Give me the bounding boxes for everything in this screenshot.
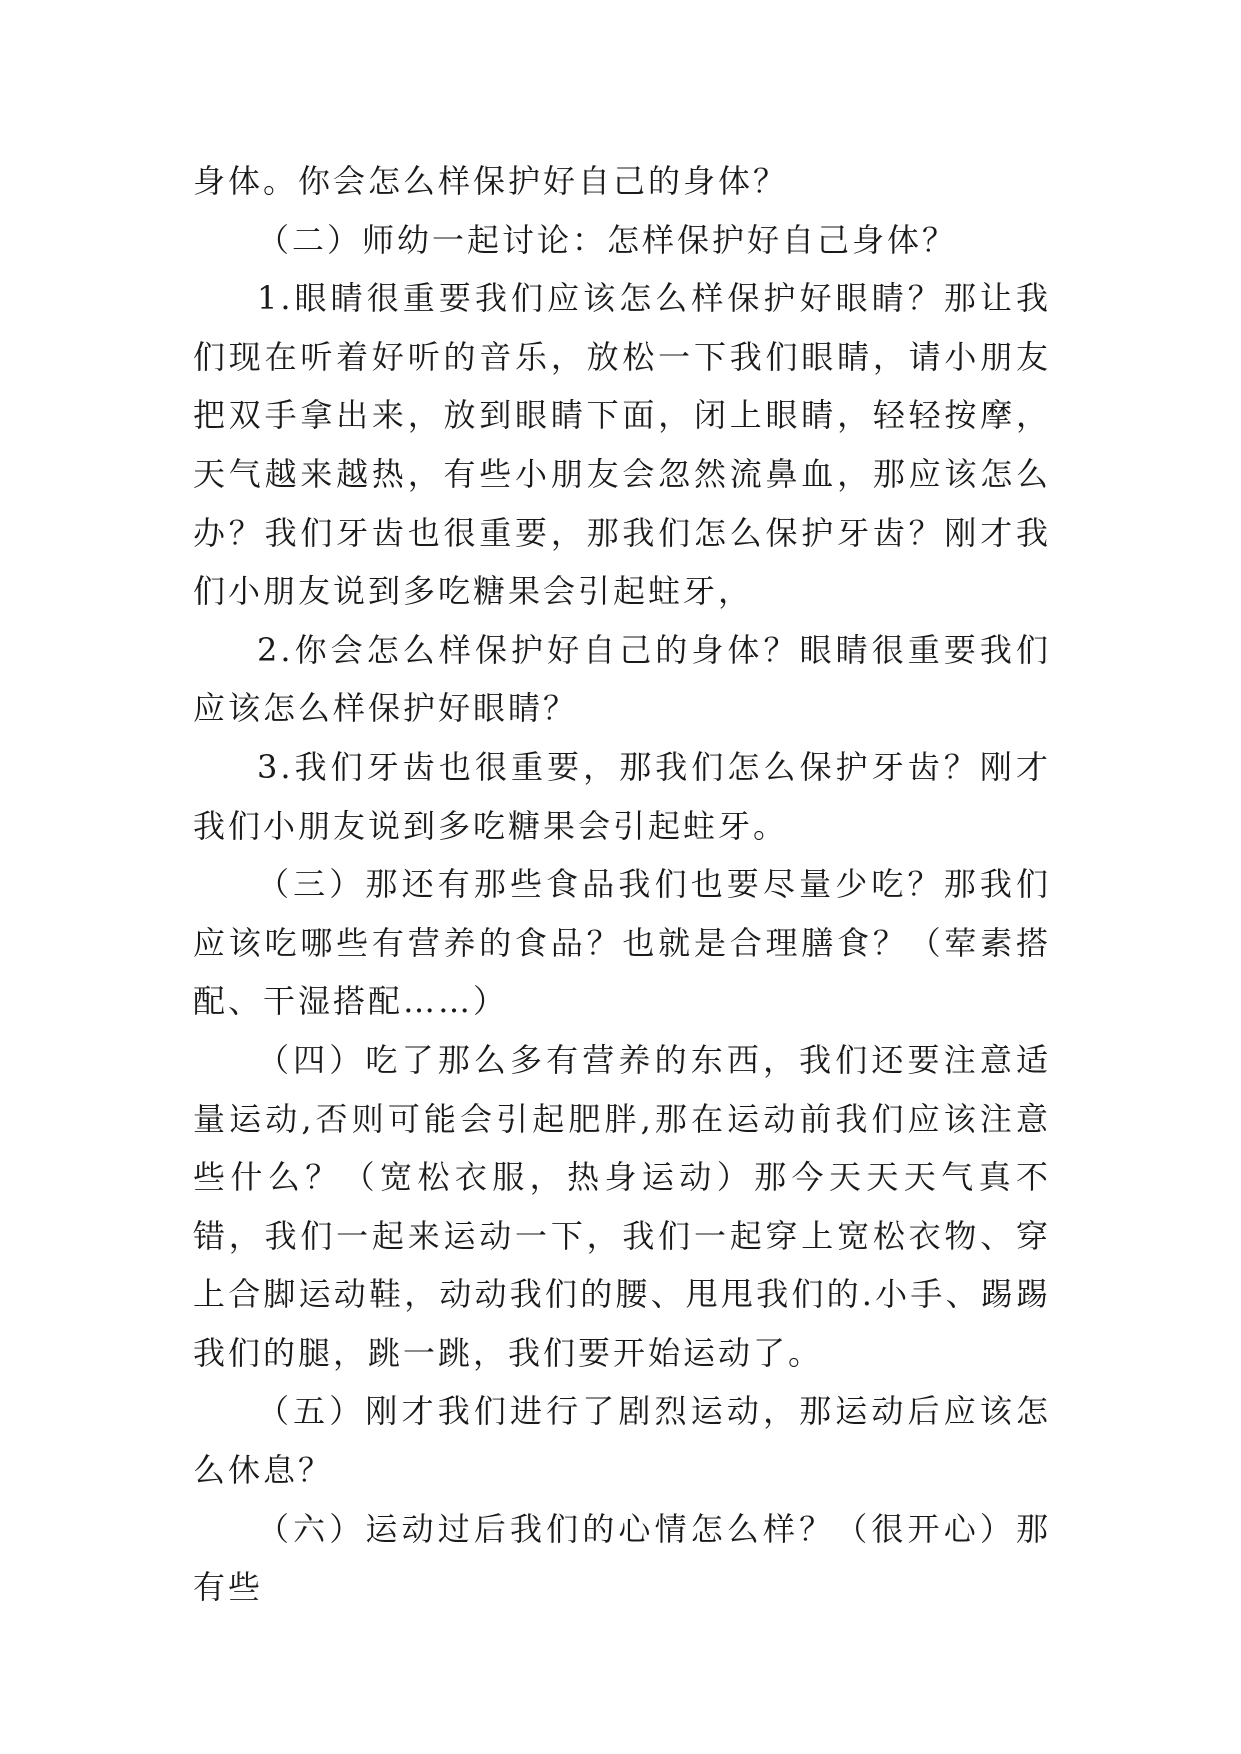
paragraph-section-2: （二）师幼一起讨论：怎样保护好自己身体？	[257, 220, 958, 259]
paragraph-section-5: （五）刚才我们进行了剧烈运动，那运动后应该怎么休息？	[193, 1392, 1051, 1490]
paragraph-item-2: 2.你会怎么样保护好自己的身体？眼睛很重要我们应该怎么样保护好眼睛？	[193, 630, 1051, 728]
body-text	[193, 152, 1051, 1617]
paragraph-section-4: （四）吃了那么多有营养的东西，我们还要注意适量运动,否则可能会引起肥胖,那在运动前我们应该注意些什么？（宽松衣服，热身运动）那今天天天气真不错，我们一起来运动一下，我们一起穿上宽松衣物、穿上合脚运动鞋，动动我们的腰、甩甩我们的.小手、踢踢我们的腿，跳一跳，我们要开始运动了。	[193, 1040, 1051, 1372]
paragraph-section-6: （六）运动过后我们的心情怎么样？（很开心）那有些	[193, 1509, 1051, 1607]
paragraph-item-3: 3.我们牙齿也很重要，那我们怎么保护牙齿？刚才我们小朋友说到多吃糖果会引起蛀牙。	[193, 747, 1051, 845]
paragraph-item-1: 1.眼睛很重要我们应该怎么样保护好眼睛？那让我们现在听着好听的音乐，放松一下我们眼睛，请小朋友把双手拿出来，放到眼睛下面，闭上眼睛，轻轻按摩，天气越来越热，有些小朋友会忽然流鼻血，那应该怎么办？我们牙齿也很重要，那我们怎么保护牙齿？刚才我们小朋友说到多吃糖果会引起蛀牙，	[193, 279, 1051, 611]
paragraph-continuation: 身体。你会怎么样保护好自己的身体？	[193, 162, 789, 200]
paragraph-section-3: （三）那还有那些食品我们也要尽量少吃？那我们应该吃哪些有营养的食品？也就是合理膳食？（荤素搭配、干湿搭配……）	[193, 865, 1051, 1021]
